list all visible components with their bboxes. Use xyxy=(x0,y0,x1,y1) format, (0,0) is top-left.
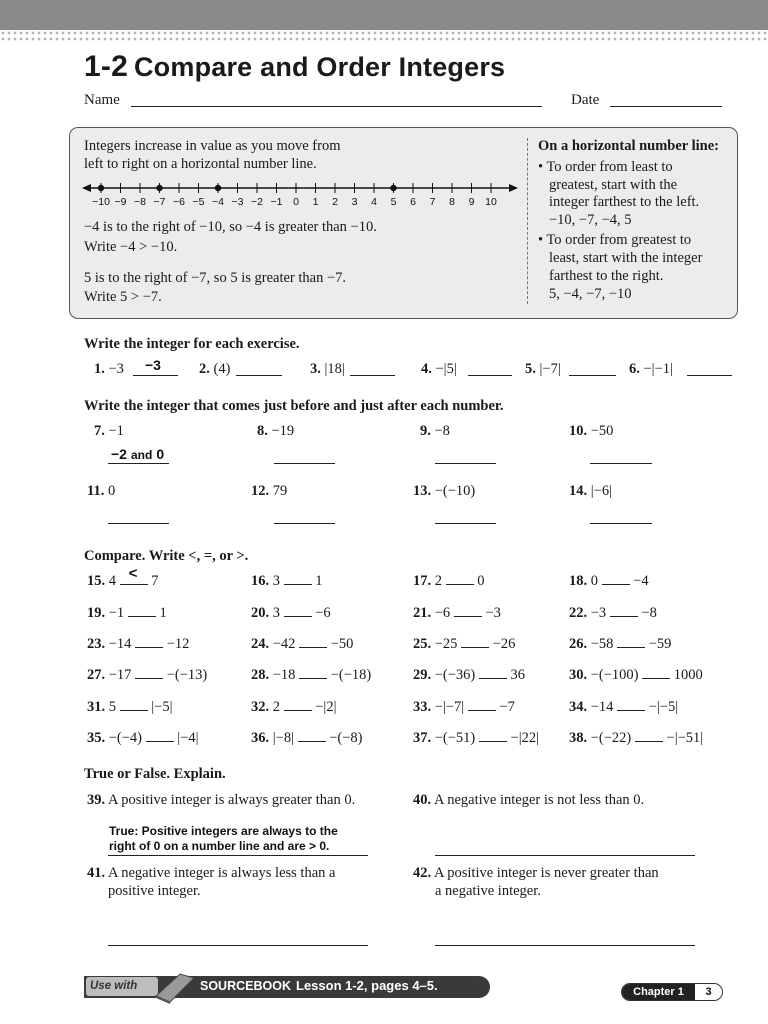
compare-item: 25. −25 −26 xyxy=(413,636,516,652)
page-title xyxy=(84,50,505,84)
exercise-9: 9. −8 xyxy=(420,423,450,439)
exercise-4: 4. −|5| xyxy=(421,361,457,377)
compare-blank[interactable] xyxy=(284,604,312,617)
tick-label: 0 xyxy=(293,196,299,208)
number-line-labels xyxy=(92,196,497,208)
name-label: Name xyxy=(84,92,120,108)
compare-blank[interactable] xyxy=(635,729,663,742)
compare-blank[interactable] xyxy=(602,572,630,585)
date-line[interactable] xyxy=(610,106,722,107)
question-40: 40. A negative integer is not less than 0. xyxy=(413,792,645,808)
exercise-3: 3. |18| xyxy=(310,361,345,377)
compare-item: 34. −14 −|−5| xyxy=(569,699,679,715)
answer-line-1[interactable] xyxy=(133,375,178,376)
compare-blank[interactable] xyxy=(284,698,312,711)
compare-item: 16. 3 1 xyxy=(251,573,323,589)
lesson-number: 1-2 xyxy=(84,50,128,83)
example2-line2: Write 5 > −7. xyxy=(84,289,162,305)
tick-label: 4 xyxy=(371,196,377,208)
answer-line-14[interactable] xyxy=(590,523,652,524)
compare-blank[interactable] xyxy=(299,666,327,679)
example2-line1: 5 is to the right of −7, so 5 is greater than −7. xyxy=(84,270,347,286)
answer-line-8[interactable] xyxy=(274,463,335,464)
question-41-l2: positive integer. xyxy=(108,883,201,899)
answer-line-39[interactable] xyxy=(108,855,368,856)
answer-line-3[interactable] xyxy=(350,375,395,376)
compare-item: 27. −17 −(−13) xyxy=(87,667,208,683)
tick-label: 10 xyxy=(485,196,497,208)
box-intro-1: Integers increase in value as you move from xyxy=(84,138,341,154)
compare-item: 26. −58 −59 xyxy=(569,636,672,652)
compare-blank[interactable] xyxy=(479,729,507,742)
compare-blank[interactable] xyxy=(299,635,327,648)
answer-7-b: 0 xyxy=(156,446,165,462)
answer-7-and: and xyxy=(130,448,153,462)
question-42-l2: a negative integer. xyxy=(435,883,541,899)
tick-label: −3 xyxy=(231,196,244,208)
compare-blank[interactable] xyxy=(135,635,163,648)
chapter-label: Chapter 1 xyxy=(622,984,695,1000)
answer-line-2[interactable] xyxy=(236,375,282,376)
lesson-title: Compare and Order Integers xyxy=(133,52,506,82)
compare-blank[interactable] xyxy=(446,572,474,585)
exercise-1: 1. −3 xyxy=(94,361,124,377)
left-arrow-icon xyxy=(82,184,91,192)
tick-label: −4 xyxy=(212,196,224,208)
compare-item: 21. −6 −3 xyxy=(413,605,501,621)
book-icon xyxy=(150,970,196,1004)
number-line-point xyxy=(156,185,162,191)
example1-line2: Write −4 > −10. xyxy=(84,239,178,255)
compare-item: 32. 2 −|2| xyxy=(251,699,337,715)
date-label: Date xyxy=(571,92,600,108)
exercise-13: 13. −(−10) xyxy=(413,483,476,499)
example1-line1: −4 is to the right of −10, so −4 is greater than −10. xyxy=(84,219,377,235)
compare-blank[interactable] xyxy=(479,666,507,679)
number-line-point xyxy=(215,185,221,191)
compare-blank[interactable] xyxy=(617,698,645,711)
lesson-reference: Lesson 1-2, pages 4–5. xyxy=(296,978,438,993)
answer-1: −3 xyxy=(145,357,161,373)
page-number: 3 xyxy=(705,986,712,998)
use-with-label: Use with xyxy=(90,980,138,992)
box-divider xyxy=(527,138,528,304)
number-line xyxy=(82,178,518,208)
section1-heading: Write the integer for each exercise. xyxy=(84,336,300,352)
side-bullet1-l4: −10, −7, −4, 5 xyxy=(549,212,632,228)
side-title: On a horizontal number line: xyxy=(538,138,719,154)
section4-heading: True or False. Explain. xyxy=(84,766,226,782)
compare-item: 31. 5 |−5| xyxy=(87,699,173,715)
tick-label: 1 xyxy=(312,196,319,208)
answer-line-40[interactable] xyxy=(435,855,695,856)
compare-blank[interactable] xyxy=(284,572,312,585)
answer-line-12[interactable] xyxy=(274,523,335,524)
section2-heading: Write the integer that comes just before and just after each number. xyxy=(84,398,504,414)
compare-item: 20. 3 −6 xyxy=(251,605,331,621)
chapter-badge xyxy=(621,983,723,1001)
tick-label: 6 xyxy=(410,196,416,208)
tick-label: −9 xyxy=(114,196,127,208)
exercise-12: 12. 79 xyxy=(251,483,288,499)
answer-7-a: −2 xyxy=(111,446,127,462)
answer-7 xyxy=(111,446,164,464)
number-line-point xyxy=(390,185,396,191)
question-41: 41. A negative integer is always less than a xyxy=(87,865,336,881)
answer-line-42[interactable] xyxy=(435,945,695,946)
side-bullet2-l3: farthest to the right. xyxy=(549,268,664,284)
compare-item: 18. 0 −4 xyxy=(569,573,649,589)
compare-item: 33. −|−7| −7 xyxy=(413,699,515,715)
compare-blank[interactable] xyxy=(146,729,174,742)
compare-blank[interactable]: < xyxy=(120,572,148,585)
tick-label: −6 xyxy=(173,196,185,208)
exercise-8: 8. −19 xyxy=(257,423,295,439)
answer-line-4[interactable] xyxy=(468,375,512,376)
compare-blank[interactable] xyxy=(135,666,163,679)
compare-blank[interactable] xyxy=(454,604,482,617)
exercise-6: 6. −|−1| xyxy=(629,361,673,377)
box-intro-2: left to right on a horizontal number line. xyxy=(84,156,317,172)
tick-label: −2 xyxy=(251,196,263,208)
answer-line-5[interactable] xyxy=(569,375,616,376)
answer-line-41[interactable] xyxy=(108,945,368,946)
compare-item: 36. |−8| −(−8) xyxy=(251,730,363,746)
question-42: 42. A positive integer is never greater than xyxy=(413,865,659,881)
exercise-14: 14. |−6| xyxy=(569,483,612,499)
number-line-point xyxy=(98,185,104,191)
compare-item: 35. −(−4) |−4| xyxy=(87,730,199,746)
tick-label: −7 xyxy=(153,196,166,208)
compare-item: 30. −(−100) 1000 xyxy=(569,667,703,683)
compare-item: 38. −(−22) −|−51| xyxy=(569,730,704,746)
tick-label: 9 xyxy=(468,196,475,208)
side-bullet1-l2: greatest, start with the xyxy=(549,177,678,193)
exercise-7: 7. −1 xyxy=(94,423,124,439)
side-bullet1-l3: integer farthest to the left. xyxy=(549,194,700,210)
compare-item: 17. 2 0 xyxy=(413,573,485,589)
compare-blank[interactable] xyxy=(120,698,148,711)
compare-item: 23. −14 −12 xyxy=(87,636,190,652)
answer-line-9[interactable] xyxy=(435,463,496,464)
tick-label: 7 xyxy=(429,196,436,208)
exercise-10: 10. −50 xyxy=(569,423,614,439)
tick-label: −10 xyxy=(92,196,110,208)
tick-label: 3 xyxy=(351,196,358,208)
compare-item: 22. −3 −8 xyxy=(569,605,657,621)
question-39: 39. A positive integer is always greater than 0. xyxy=(87,792,356,808)
side-bullet2-l1: • To order from greatest to xyxy=(538,232,692,248)
tick-label: −5 xyxy=(192,196,205,208)
compare-item: 15. 4 < 7 xyxy=(87,565,159,589)
tick-label: −1 xyxy=(270,196,283,208)
tick-label: 8 xyxy=(449,196,455,208)
compare-blank[interactable] xyxy=(298,729,326,742)
sourcebook-label: SOURCEBOOK xyxy=(200,979,291,993)
compare-item: 19. −1 1 xyxy=(87,605,167,621)
exercise-2: 2. (4) xyxy=(199,361,231,377)
top-band xyxy=(0,0,768,30)
compare-blank[interactable] xyxy=(617,635,645,648)
side-bullet2-l2: least, start with the integer xyxy=(549,250,703,266)
compare-blank[interactable] xyxy=(468,698,496,711)
exercise-5: 5. |−7| xyxy=(525,361,561,377)
answer-line-11[interactable] xyxy=(108,523,169,524)
side-bullet2-l4: 5, −4, −7, −10 xyxy=(549,286,632,302)
answer-line-10[interactable] xyxy=(590,463,652,464)
tick-label: −8 xyxy=(134,196,146,208)
compare-item: 24. −42 −50 xyxy=(251,636,354,652)
tick-label: 2 xyxy=(332,196,338,208)
compare-blank[interactable] xyxy=(610,604,638,617)
compare-blank[interactable] xyxy=(642,666,670,679)
exercise-11: 11. 0 xyxy=(87,483,116,499)
right-arrow-icon xyxy=(509,184,518,192)
answer-line-6[interactable] xyxy=(687,375,732,376)
answer-line-13[interactable] xyxy=(435,523,496,524)
tick-label: 5 xyxy=(390,196,397,208)
compare-item: 28. −18 −(−18) xyxy=(251,667,372,683)
name-line[interactable] xyxy=(131,106,542,107)
compare-blank[interactable] xyxy=(128,604,156,617)
side-bullet1-l1: • To order from least to xyxy=(538,159,673,175)
compare-item: 37. −(−51) −|22| xyxy=(413,730,539,746)
compare-item: 29. −(−36) 36 xyxy=(413,667,526,683)
compare-blank[interactable] xyxy=(461,635,489,648)
answer-39: True: Positive integers are always to the right of 0 on a number line and are > 0. xyxy=(109,824,338,853)
section3-heading: Compare. Write <, =, or >. xyxy=(84,548,249,564)
dotted-border xyxy=(0,30,768,42)
answer-line-7[interactable] xyxy=(108,463,169,464)
